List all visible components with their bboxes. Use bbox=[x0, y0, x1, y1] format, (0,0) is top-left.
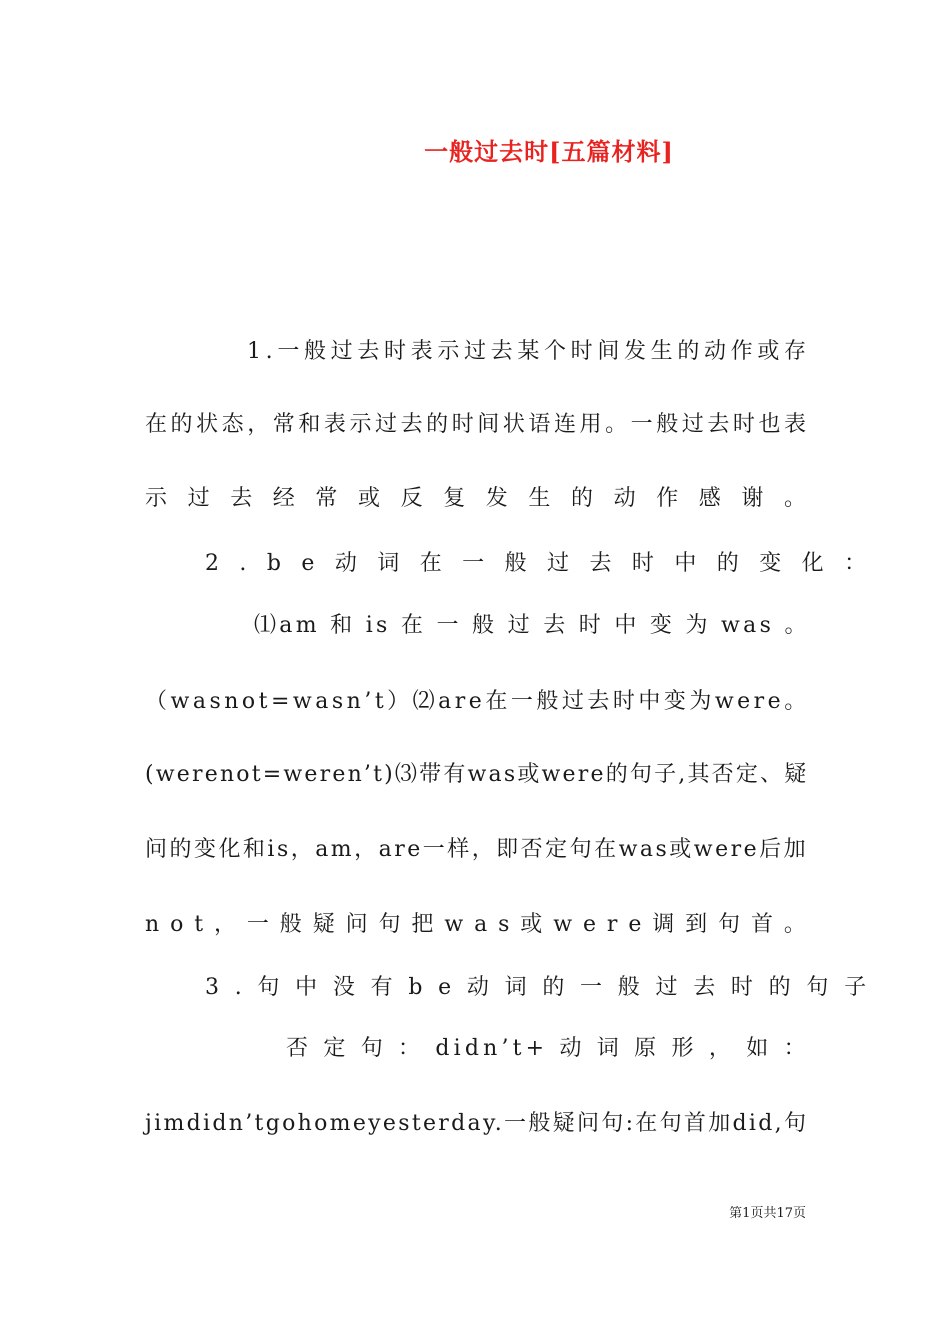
paragraph-line: not，一般疑问句把was或were调到句首。 bbox=[145, 912, 817, 937]
paragraph-line: 1.一般过去时表示过去某个时间发生的动作或存 bbox=[247, 339, 811, 364]
paragraph-line: 示过去经常或反复发生的动作感谢。 bbox=[145, 486, 827, 511]
paragraph-line: 3.句中没有be动词的一般过去时的句子 bbox=[205, 975, 882, 1000]
paragraph-line: ⑴am 和 is 在 一 般 过 去 时 中 变 为 was 。 bbox=[254, 613, 810, 638]
paragraph-line: 2.be动词在一般过去时中的变化： bbox=[205, 551, 887, 576]
paragraph-line: 问的变化和is，am，are一样，即否定句在was或were后加 bbox=[145, 837, 809, 862]
paragraph-line: jimdidn’tgohomeyesterday.一般疑问句:在句首加did,句 bbox=[145, 1111, 809, 1136]
page-number-footer: 第1页共17页 bbox=[729, 1206, 806, 1221]
paragraph-line: （wasnot=wasn’t）⑵are在一般过去时中变为were。 bbox=[145, 689, 810, 714]
paragraph-line: 否 定 句 ： didn’t+ 动 词 原 形 ， 如 ： bbox=[286, 1036, 810, 1061]
paragraph-line: 在的状态，常和表示过去的时间状语连用。一般过去时也表 bbox=[145, 412, 810, 437]
paragraph-line: (werenot=weren’t)⑶带有was或were的句子,其否定、疑 bbox=[145, 762, 809, 787]
document-title: 一般过去时[五篇材料] bbox=[424, 137, 674, 166]
